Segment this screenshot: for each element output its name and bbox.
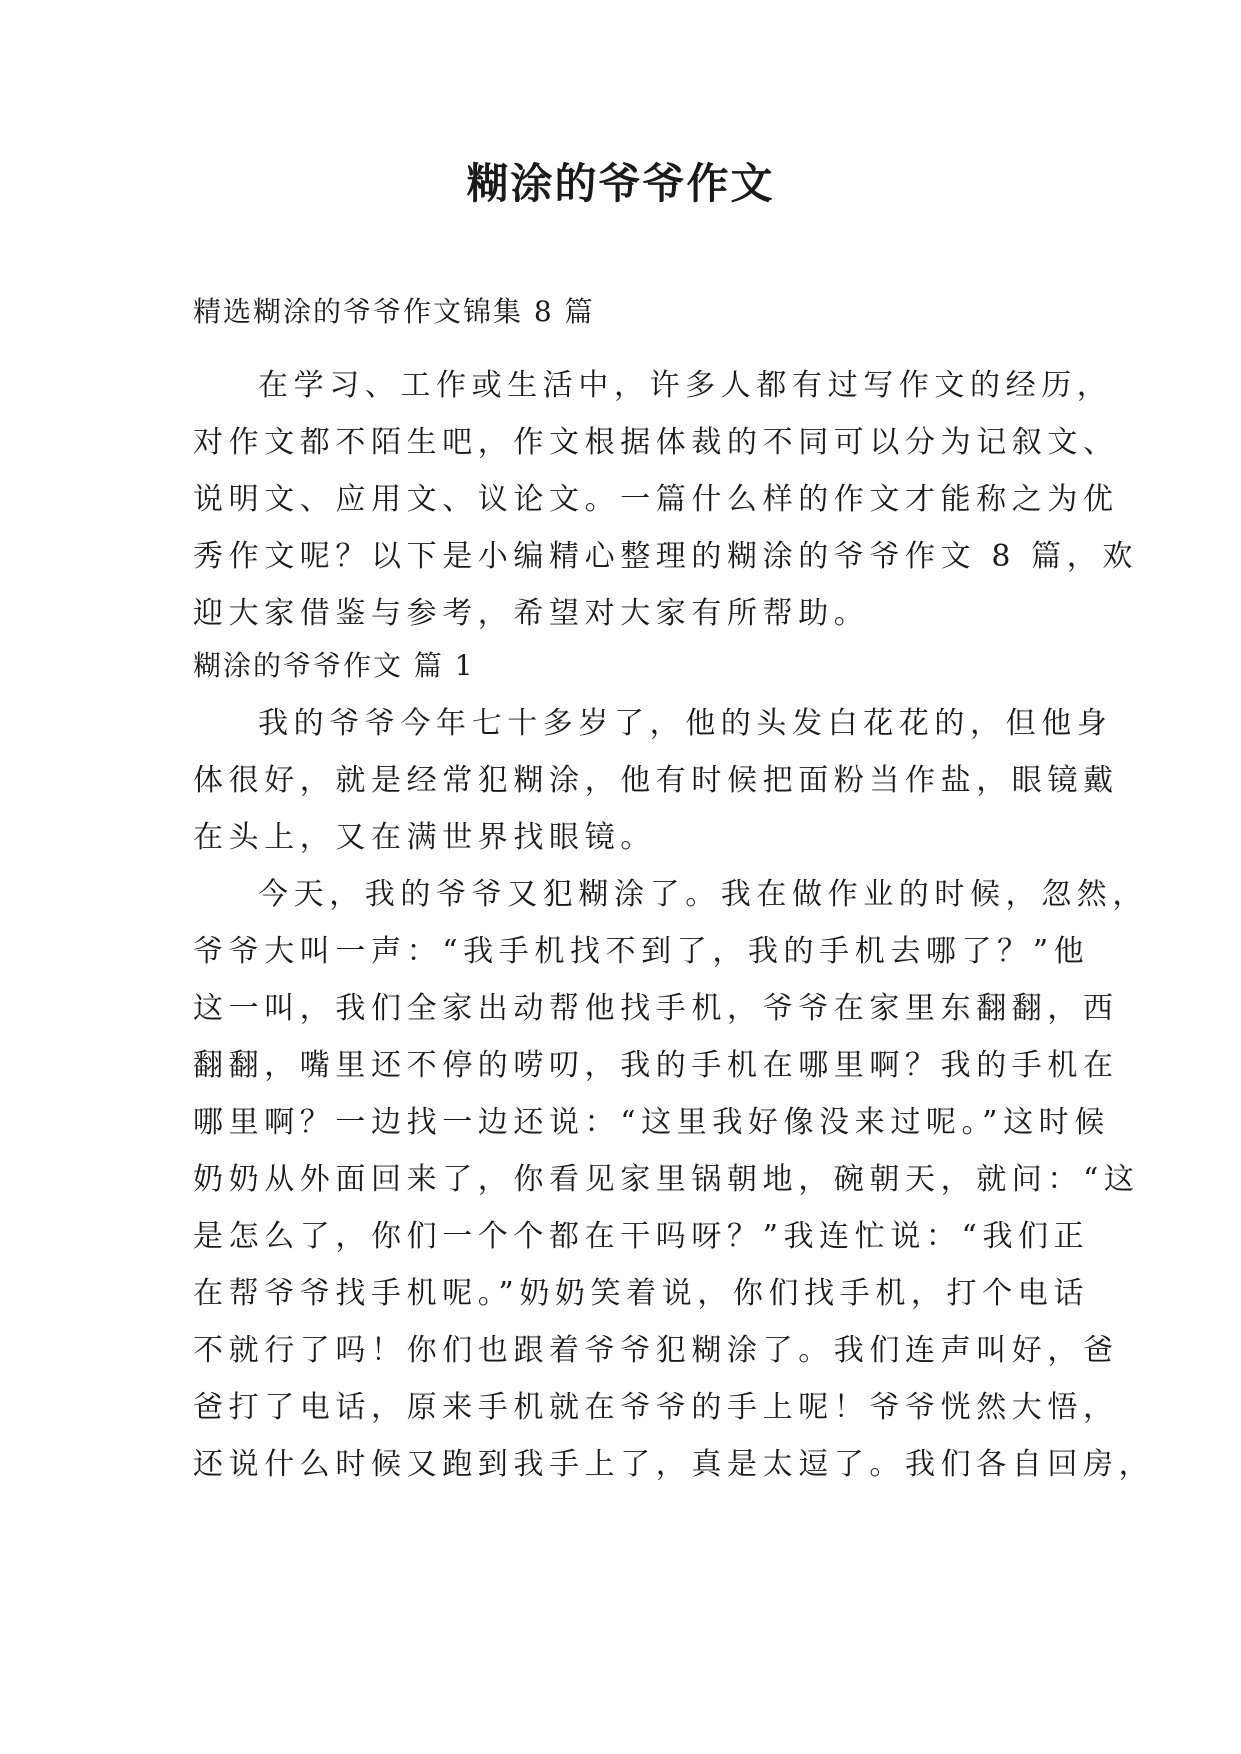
intro-line: 在学习、工作或生活中，许多人都有过写作文的经历， [258, 368, 1113, 403]
intro-line: 秀作文呢？以下是小编精心整理的糊涂的爷爷作文 8 篇，欢 [193, 539, 1138, 574]
document-subtitle: 精选糊涂的爷爷作文锦集 8 篇 [193, 295, 595, 328]
document-title: 糊涂的爷爷作文 [466, 159, 775, 208]
section-heading: 糊涂的爷爷作文 篇 1 [193, 649, 475, 682]
body-line: 不就行了吗！你们也跟着爷爷犯糊涂了。我们连声叫好，爸 [193, 1333, 1119, 1368]
body-line: 翻翻，嘴里还不停的唠叨，我的手机在哪里啊？我的手机在 [193, 1048, 1119, 1083]
body-line: 这一叫，我们全家出动帮他找手机，爷爷在家里东翻翻，西 [193, 991, 1119, 1026]
body-line: 在头上，又在满世界找眼镜。 [193, 820, 656, 855]
body-line: 奶奶从外面回来了，你看见家里锅朝地，碗朝天，就问：“这 [193, 1162, 1140, 1197]
body-line: 今天，我的爷爷又犯糊涂了。我在做作业的时候，忽然， [258, 877, 1148, 912]
body-line: 哪里啊？一边找一边还说：“这里我好像没来过呢。”这时候 [193, 1105, 1110, 1140]
intro-line: 说明文、应用文、议论文。一篇什么样的作文才能称之为优 [193, 482, 1119, 517]
intro-line: 对作文都不陌生吧，作文根据体裁的不同可以分为记叙文、 [193, 425, 1119, 460]
body-line: 体很好，就是经常犯糊涂，他有时候把面粉当作盐，眼镜戴 [193, 763, 1119, 798]
body-line: 是怎么了，你们一个个都在干吗呀？”我连忙说：“我们正 [193, 1219, 1090, 1254]
body-line: 爷爷大叫一声：“我手机找不到了，我的手机去哪了？”他 [193, 934, 1090, 969]
body-line: 在帮爷爷找手机呢。”奶奶笑着说，你们找手机，打个电话 [193, 1276, 1089, 1311]
body-line: 我的爷爷今年七十多岁了，他的头发白花花的，但他身 [258, 706, 1113, 741]
intro-line: 迎大家借鉴与参考，希望对大家有所帮助。 [193, 596, 870, 631]
body-line: 爸打了电话，原来手机就在爷爷的手上呢！爷爷恍然大悟， [193, 1390, 1119, 1425]
body-line: 还说什么时候又跑到我手上了，真是太逗了。我们各自回房， [193, 1447, 1155, 1482]
